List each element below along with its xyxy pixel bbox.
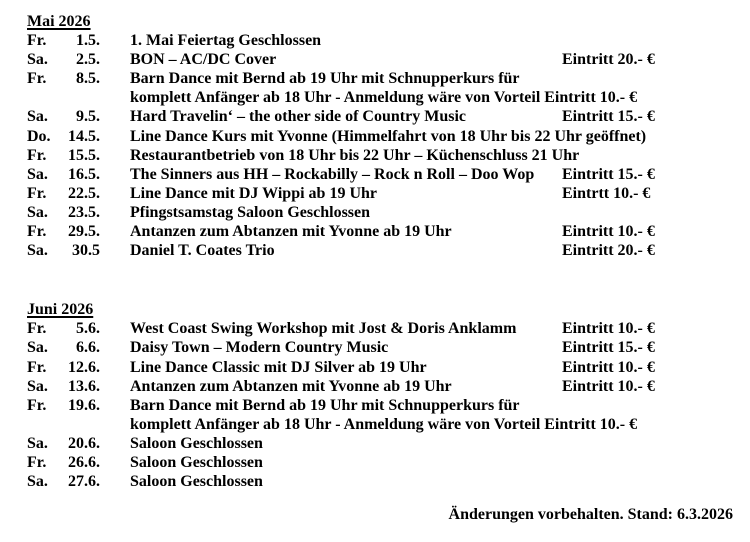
event-date: 2.5.	[76, 51, 100, 69]
event-description-line: Antanzen zum Abtanzen mit Yvonne ab 19 Uhr	[130, 377, 452, 395]
event-day: Sa.	[27, 377, 48, 395]
event-description	[130, 222, 750, 241]
event-description-line: BON – AC/DC Cover	[130, 51, 277, 69]
event-price: Eintritt 15.- €	[562, 339, 655, 357]
event-description-line: Restaurantbetrieb von 18 Uhr bis 22 Uhr – Küchenschluss 21 Uhr	[130, 146, 580, 164]
event-description	[130, 184, 750, 203]
event-day: Sa.	[27, 434, 48, 452]
event-description	[130, 127, 750, 146]
event-date: 22.5.	[68, 184, 100, 202]
event-date: 6.6.	[76, 339, 100, 357]
event-date: 20.6.	[68, 434, 100, 452]
event-price: Eintritt 10.- €	[562, 358, 655, 376]
event-day: Sa.	[27, 339, 48, 357]
event-description	[130, 453, 750, 472]
event-price: Eintritt 15.- €	[562, 165, 655, 183]
event-price: Eintritt 10.- €	[562, 223, 655, 241]
event-date: 5.6.	[76, 320, 100, 338]
event-day: Do.	[27, 127, 51, 145]
event-day: Fr.	[27, 146, 47, 164]
event-description	[130, 472, 750, 491]
event-date: 12.6.	[68, 358, 100, 376]
event-row	[0, 472, 750, 491]
event-day: Sa.	[27, 203, 48, 221]
event-description	[130, 434, 750, 453]
event-date: 8.5.	[76, 70, 100, 88]
event-description-line: The Sinners aus HH – Rockabilly – Rock n Roll – Doo Wop	[130, 165, 535, 183]
event-price: Eintritt 10.- €	[562, 377, 655, 395]
event-description	[130, 241, 750, 260]
event-row	[0, 165, 750, 184]
event-row	[0, 453, 750, 472]
event-row	[0, 241, 750, 260]
event-date: 26.6.	[68, 453, 100, 471]
month-title: Mai 2026	[27, 13, 91, 30]
event-date: 1.5.	[76, 32, 100, 50]
event-date: 9.5.	[76, 108, 100, 126]
footer-note: Änderungen vorbehalten. Stand: 6.3.2026	[448, 506, 733, 524]
event-description-line: Line Dance Classic mit DJ Silver ab 19 Uhr	[130, 358, 427, 376]
event-day: Fr.	[27, 358, 47, 376]
event-row	[0, 203, 750, 222]
event-date: 14.5.	[68, 127, 100, 145]
event-row	[0, 31, 750, 50]
event-day: Fr.	[27, 396, 47, 414]
event-description	[130, 203, 750, 222]
event-description-line: Line Dance Kurs mit Yvonne (Himmelfahrt von 18 Uhr bis 22 Uhr geöffnet)	[130, 127, 647, 145]
event-date: 13.6.	[68, 377, 100, 395]
event-row	[0, 222, 750, 241]
event-description	[130, 107, 750, 126]
event-description-line: Saloon Geschlossen	[130, 473, 263, 491]
event-row	[0, 338, 750, 357]
month-section	[0, 12, 750, 260]
event-description-line: Antanzen zum Abtanzen mit Yvonne ab 19 Uhr	[130, 223, 452, 241]
event-description	[130, 69, 750, 107]
month-title: Juni 2026	[27, 301, 94, 319]
event-row	[0, 358, 750, 377]
event-day: Fr.	[27, 184, 47, 202]
event-row	[0, 69, 750, 107]
event-description	[130, 165, 750, 184]
event-price: Eintritt 10.- €	[562, 320, 655, 338]
months-container	[0, 12, 750, 491]
event-description	[130, 50, 750, 69]
event-date: 27.6.	[68, 473, 100, 491]
event-description-line: Hard Travelin‘ – the other side of Country Music	[130, 108, 466, 126]
event-description-line: Barn Dance mit Bernd ab 19 Uhr mit Schnupperkurs für	[130, 70, 520, 88]
event-description	[130, 396, 750, 434]
month-section	[0, 300, 750, 491]
event-description-line: Line Dance mit DJ Wippi ab 19 Uhr	[130, 184, 377, 202]
event-date: 19.6.	[68, 396, 100, 414]
event-description-line: komplett Anfänger ab 18 Uhr - Anmeldung wäre von Vorteil Eintritt 10.- €	[130, 89, 638, 107]
event-description	[130, 319, 750, 338]
event-description-line: Saloon Geschlossen	[130, 453, 263, 471]
event-description-line: Saloon Geschlossen	[130, 434, 263, 452]
event-day: Sa.	[27, 165, 48, 183]
event-price: Eintrtt 10.- €	[562, 184, 651, 202]
month-rows	[0, 31, 750, 260]
event-day: Fr.	[27, 223, 47, 241]
event-description	[130, 338, 750, 357]
event-day: Fr.	[27, 70, 47, 88]
event-row	[0, 146, 750, 165]
month-rows	[0, 319, 750, 491]
event-description-line: Pfingstsamstag Saloon Geschlossen	[130, 203, 371, 221]
event-row	[0, 127, 750, 146]
event-day: Sa.	[27, 242, 48, 260]
event-description	[130, 377, 750, 396]
event-row	[0, 319, 750, 338]
event-description	[130, 358, 750, 377]
event-row	[0, 396, 750, 434]
event-description-line: Barn Dance mit Bernd ab 19 Uhr mit Schnupperkurs für	[130, 396, 520, 414]
event-row	[0, 50, 750, 69]
event-day: Sa.	[27, 473, 48, 491]
event-day: Fr.	[27, 32, 47, 50]
event-description	[130, 31, 750, 50]
event-date: 30.5	[72, 242, 100, 260]
event-description-line: Daniel T. Coates Trio	[130, 242, 275, 260]
event-date: 16.5.	[68, 165, 100, 183]
event-row	[0, 184, 750, 203]
event-day: Fr.	[27, 320, 47, 338]
event-description-line: West Coast Swing Workshop mit Jost & Doris Anklamm	[130, 320, 517, 338]
event-date: 15.5.	[68, 146, 100, 164]
event-date: 23.5.	[68, 203, 100, 221]
event-description	[130, 146, 750, 165]
event-price: Eintritt 15.- €	[562, 108, 655, 126]
event-description-line: 1. Mai Feiertag Geschlossen	[130, 32, 322, 50]
event-price: Eintritt 20.- €	[562, 51, 655, 69]
event-price: Eintritt 20.- €	[562, 242, 655, 260]
event-description-line: komplett Anfänger ab 18 Uhr - Anmeldung wäre von Vorteil Eintritt 10.- €	[130, 415, 638, 433]
event-description-line: Daisy Town – Modern Country Music	[130, 339, 389, 357]
event-day: Sa.	[27, 51, 48, 69]
event-row	[0, 434, 750, 453]
event-row	[0, 107, 750, 126]
event-day: Sa.	[27, 108, 48, 126]
event-date: 29.5.	[68, 223, 100, 241]
event-row	[0, 377, 750, 396]
event-day: Fr.	[27, 453, 47, 471]
